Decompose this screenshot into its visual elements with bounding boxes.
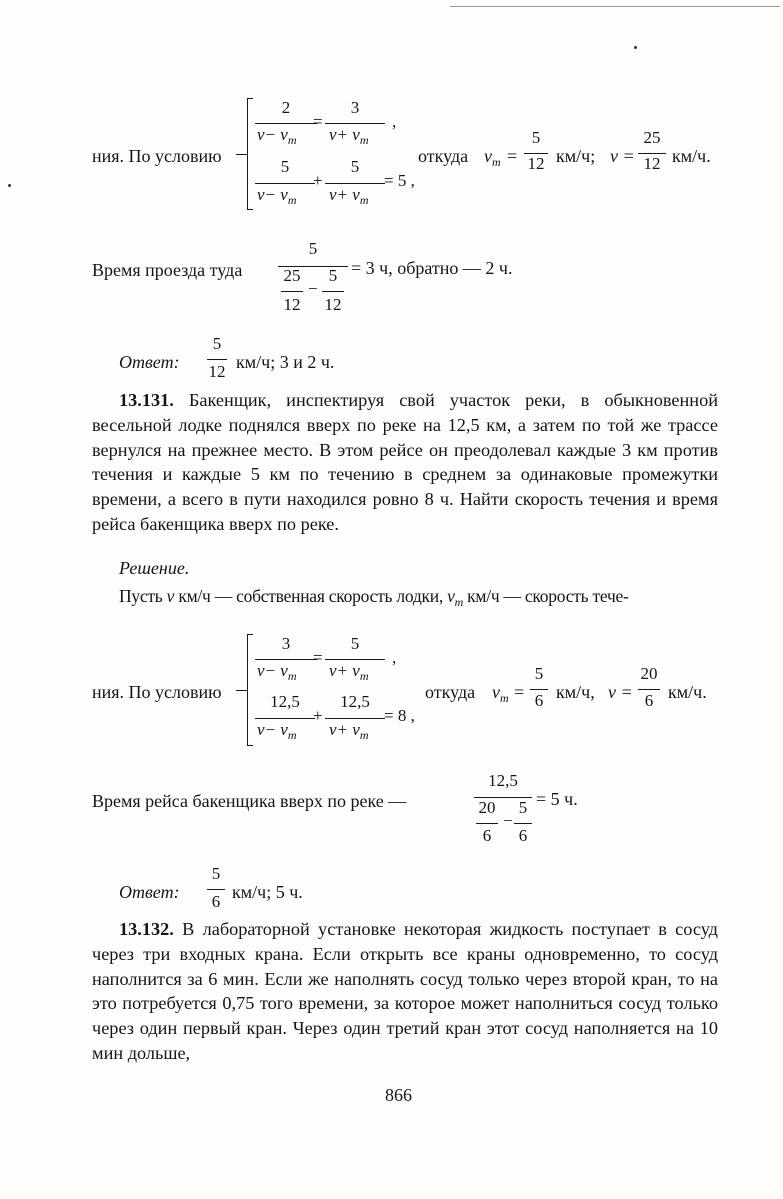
numerator: 25	[283, 266, 301, 285]
fraction	[255, 157, 315, 177]
denominator: $v- v_т$	[257, 185, 297, 207]
unit: км/ч;	[556, 146, 596, 166]
denominator: $v- v_т$	[257, 661, 297, 683]
fraction	[325, 157, 385, 177]
unit: км/ч.	[672, 146, 711, 166]
denominator: 12	[283, 295, 301, 314]
denominator: $v+ v_т$	[329, 661, 369, 683]
denominator: 6	[534, 691, 544, 710]
problem-number: 13.132.	[119, 919, 174, 939]
denominator: 12	[643, 154, 661, 173]
plus-sign: +	[313, 171, 323, 190]
answer-value: км/ч; 5 ч.	[232, 882, 303, 902]
system-brace	[247, 634, 248, 746]
v-symbol: v =	[608, 682, 633, 702]
numerator: 3	[281, 634, 291, 653]
fraction	[255, 634, 317, 654]
numerator: 12,5	[270, 692, 300, 711]
numerator: 20	[640, 664, 658, 683]
numerator: 5	[280, 157, 290, 176]
time-label: Время проезда туда	[92, 260, 243, 280]
denominator: 6	[482, 826, 492, 845]
equation-tail: = 5 ,	[384, 171, 415, 190]
result: = 3 ч, обратно — 2 ч.	[351, 258, 513, 278]
scan-edge-line	[450, 6, 780, 7]
fraction-bar	[207, 889, 225, 890]
solution-label: Решение.	[119, 558, 190, 578]
fraction-bar	[281, 291, 303, 292]
vt-symbol: $v_т$	[484, 146, 501, 169]
denominator: $v+ v_т$	[329, 720, 369, 742]
problem-13-131	[92, 388, 718, 537]
whence-word: откуда	[425, 682, 476, 702]
denominator: 6	[644, 691, 654, 710]
denominator: 6	[211, 892, 221, 911]
denominator: 12	[324, 295, 342, 314]
numerator: 12,5	[340, 692, 370, 711]
denominator: 12	[208, 362, 226, 381]
answer-value: км/ч; 3 и 2 ч.	[236, 352, 335, 372]
equals-sign: =	[313, 648, 323, 667]
fraction	[325, 98, 385, 118]
equals-sign: =	[507, 146, 518, 166]
minus-sign: −	[503, 811, 513, 830]
fraction	[255, 692, 315, 712]
page-number: 866	[385, 1085, 412, 1105]
scan-speck	[634, 46, 637, 49]
equation-tail: = 8 ,	[384, 706, 415, 725]
result: = 5 ч.	[536, 789, 578, 809]
fraction-bar	[514, 823, 532, 824]
numerator: 20	[478, 798, 496, 817]
numerator: 12,5	[488, 771, 518, 790]
unit: км/ч.	[668, 682, 707, 702]
system-intro: ния. По условию	[92, 146, 222, 166]
denominator: $v- v_т$	[257, 125, 297, 147]
equals-sign: =	[514, 682, 525, 702]
unit: км/ч,	[556, 682, 595, 702]
time-label: Время рейса бакенщика вверх по реке —	[92, 791, 407, 811]
minus-sign: −	[308, 279, 318, 298]
numerator: 5	[211, 864, 221, 883]
numerator: 3	[350, 98, 360, 117]
numerator: 5	[212, 334, 222, 353]
numerator: 5	[350, 157, 360, 176]
numerator: 25	[643, 128, 661, 147]
numerator: 5	[328, 266, 338, 285]
v-symbol: v =	[610, 146, 635, 166]
fraction-bar	[207, 359, 227, 360]
numerator: 5	[531, 128, 541, 147]
comma: ,	[392, 648, 397, 667]
denominator: $v+ v_т$	[329, 125, 369, 147]
comma: ,	[392, 112, 397, 131]
numerator: 5	[350, 634, 360, 653]
denominator: 6	[518, 826, 528, 845]
fraction	[255, 98, 317, 118]
plus-sign: +	[313, 706, 323, 725]
numerator: 2	[281, 98, 291, 117]
numerator: 5	[518, 798, 528, 817]
problem-number: 13.131.	[119, 390, 174, 410]
fraction-bar	[322, 291, 344, 292]
answer-label: Ответ:	[119, 882, 180, 902]
system-brace	[247, 98, 248, 210]
fraction	[325, 692, 385, 712]
fraction-bar	[476, 823, 498, 824]
numerator: 5	[534, 664, 544, 683]
denominator: 12	[527, 154, 545, 173]
problem-13-132	[92, 917, 718, 1066]
problem-text: Бакенщик, инспектируя свой участок реки, в обыкновенной весельной лодке поднялся вверх по реке на 12,5 км, а затем по той же трассе вернулся на прежнее место. В этом рейсе он преодолевал каждые 3 км против течения и каждые 5 км по течению в среднем за одинаковые промежутки времени, а всего в пути находился ровно 8 ч. Найти скорость течения и время рейса бакенщика вверх по реке.	[92, 390, 718, 534]
whence-word: откуда	[418, 146, 469, 166]
equals-sign: =	[313, 112, 323, 131]
denominator: $v- v_т$	[257, 720, 297, 742]
system-intro: ния. По условию	[92, 682, 222, 702]
denominator: $v+ v_т$	[329, 185, 369, 207]
numerator: 5	[308, 239, 318, 258]
vt-symbol: $v_т$	[492, 682, 509, 705]
scan-speck	[8, 184, 11, 187]
problem-text: В лабораторной установке некоторая жидкость поступает в сосуд через три входных крана. Если открыть все краны одновременно, то сосуд наполнится за 6 мин. Если же наполнять сосуд только через второй кран, то на это потребуется 0,75 того времени, за которое может наполниться сосуд только через один первый кран. Через один третий кран этот сосуд наполняется на 10 мин дольше,	[92, 919, 718, 1063]
let-statement: Пусть v км/ч — собственная скорость лодки, $v_т$ км/ч — скорость тече-	[119, 586, 629, 609]
answer-label: Ответ:	[119, 352, 180, 372]
fraction	[325, 634, 385, 654]
